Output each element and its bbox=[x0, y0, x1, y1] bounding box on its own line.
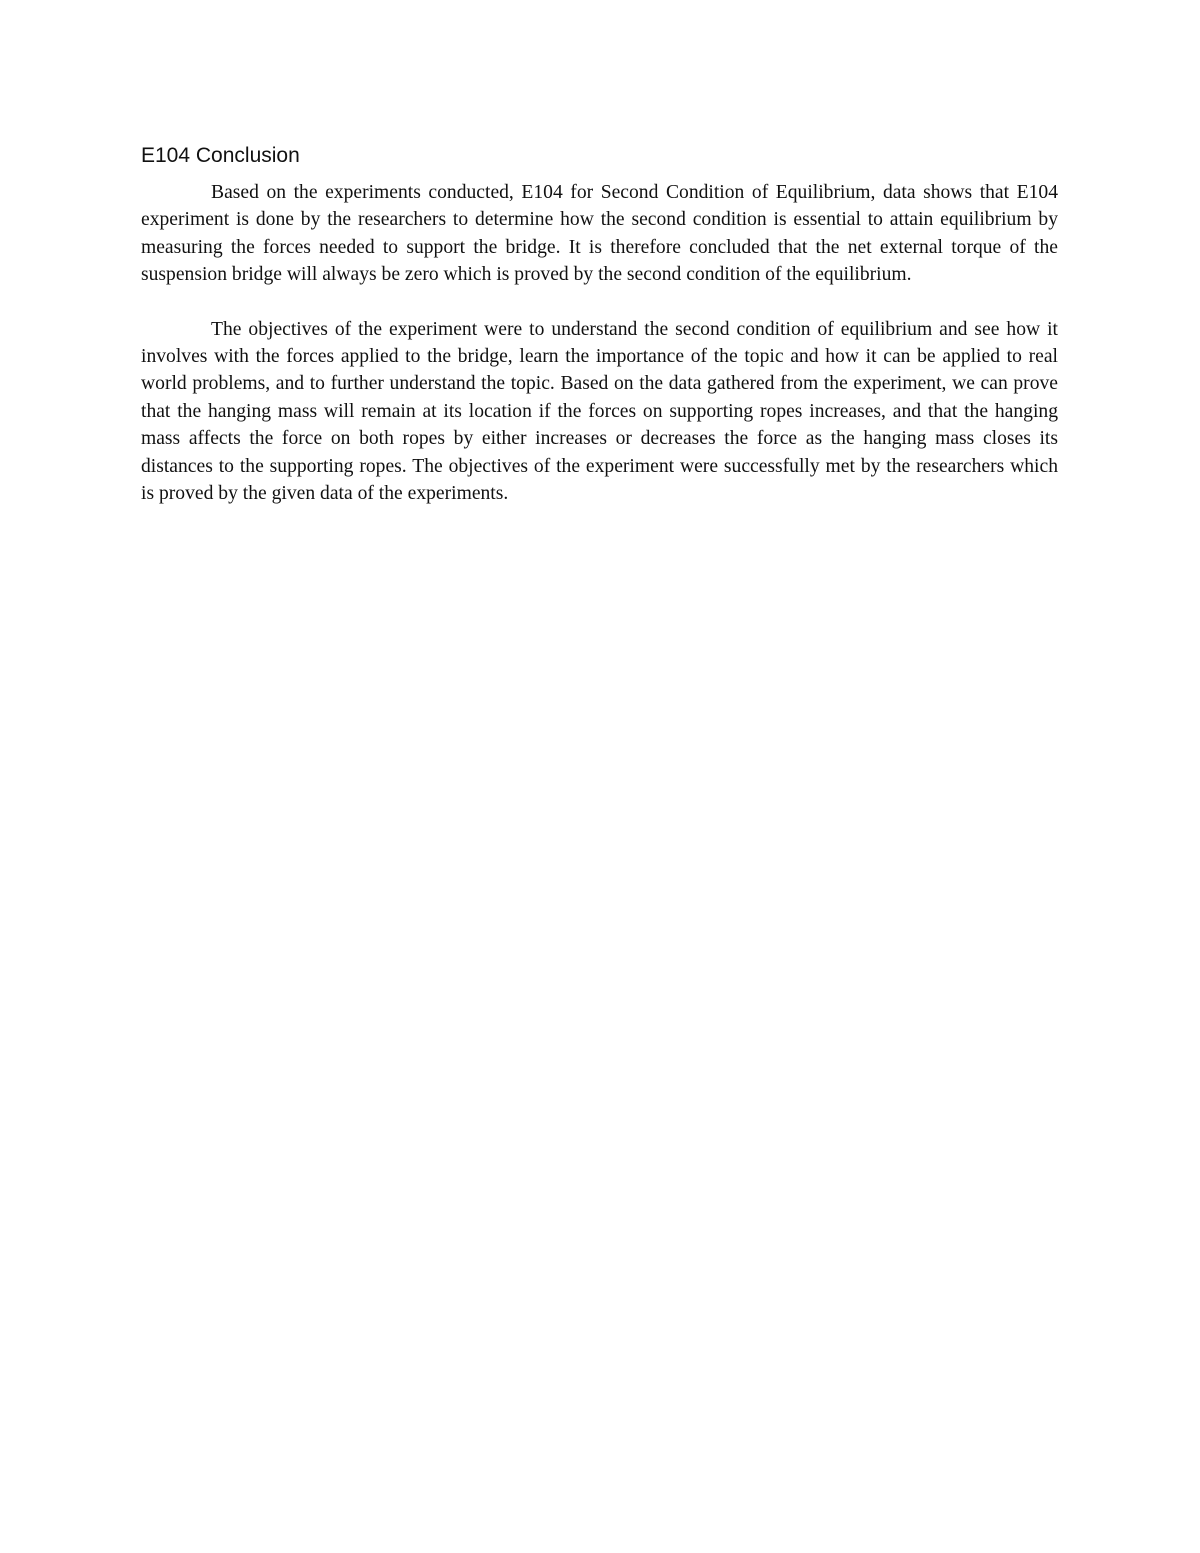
document-body bbox=[141, 141, 1058, 507]
conclusion-paragraph-2: The objectives of the experiment were to understand the second condition of equilibrium and see how it involves with the forces applied to the bridge, learn the importance of the topic and how it can be applied to real world problems, and to further understand the topic. Based on the data gathered from the experiment, we can prove that the hanging mass will remain at its location if the forces on supporting ropes increases, and that the hanging mass affects the force on both ropes by either increases or decreases the force as the hanging mass closes its distances to the supporting ropes. The objectives of the experiment were successfully met by the researchers which is proved by the given data of the experiments. bbox=[141, 318, 1058, 505]
document-title: E104 Conclusion bbox=[141, 144, 300, 167]
conclusion-paragraph-1: Based on the experiments conducted, E104 for Second Condition of Equilibrium, data shows that E104 experiment is done by the researchers to determine how the second condition is essential to attain equilibrium by measuring the forces needed to support the bridge. It is therefore concluded that the net external torque of the suspension bridge will always be zero which is proved by the second condition of the equilibrium. bbox=[141, 182, 1058, 286]
